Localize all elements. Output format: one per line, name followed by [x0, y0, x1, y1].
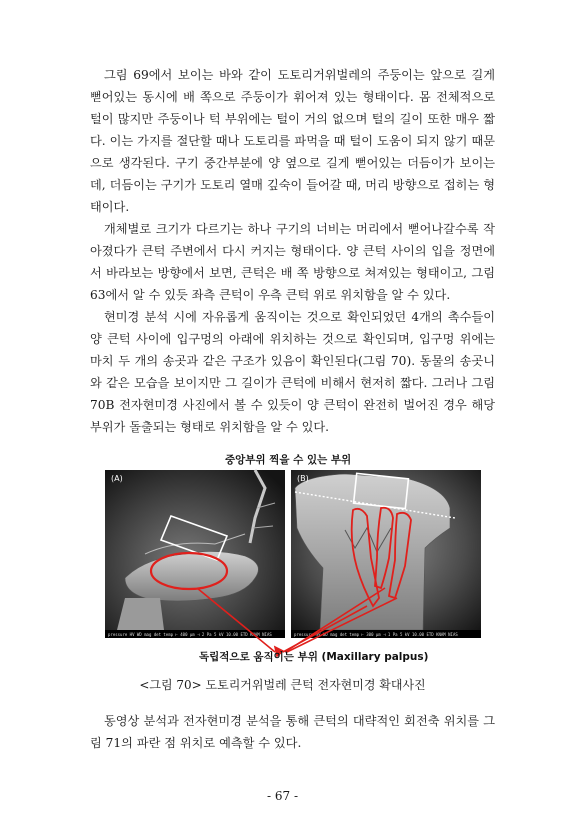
panel-b-databar: pressure HV WD mag det temp ⊢ 300 μm ⊣ 1 Pa 5 kV 10.00 ETD KNAM NIAS	[294, 632, 458, 637]
body-paragraph-2: 개체별로 크기가 다르기는 하나 구기의 너비는 머리에서 뻗어나갈수록 작아졌다가 큰턱 주변에서 다시 커지는 형태이다. 양 큰턱 사이의 입을 정면에서 바라보는 방향에서 보면, 큰턱은 배 쪽 방향으로 쳐져있는 형태이고, 그림 63에서 알 수 있듯 좌측 큰턱이 우측 큰턱 위로 위치함을 알 수 있다.	[90, 222, 495, 302]
figure-70	[105, 448, 485, 678]
sem-panel-b	[291, 470, 481, 638]
panel-b-label: (B)	[297, 474, 309, 483]
sem-figure-graphic	[105, 448, 485, 678]
figure-caption: <그림 70> 도토리거위벌레 큰턱 전자현미경 확대사진	[139, 678, 426, 692]
figure-label-top: 중앙부위 찍을 수 있는 부위	[225, 454, 352, 466]
page-number: - 67 -	[266, 789, 298, 803]
panel-a-databar: pressure HV WD mag det temp ⊢ 400 μm ⊣ 2 Pa 5 kV 10.00 ETD KNAM NIAS	[108, 632, 272, 637]
body-paragraph-1: 그림 69에서 보이는 바와 같이 도토리거위벌레의 주둥이는 앞으로 길게 뻗어있는 동시에 배 쪽으로 주둥이가 휘어져 있는 형태이다. 몸 전체적으로 털이 많지만 주둥이나 턱 부위에는 털이 거의 없으며 털의 길이 또한 매우 짧다. 이는 가지를 절단할 때나 도토리를 파먹을 때 털이 도움이 되지 않기 때문으로 생각된다. 구기 중간부분에 양 옆으로 길게 뻗어있는 더듬이가 보이는데, 더듬이는 구기가 도토리 열매 깊숙이 들어갈 때, 머리 방향으로 접히는 형태이다.	[90, 68, 495, 214]
figure-label-bottom: 독립적으로 움직이는 부위 (Maxillary palpus)	[199, 651, 429, 663]
body-paragraph-4: 동영상 분석과 전자현미경 분석을 통해 큰턱의 대략적인 회전축 위치를 그림 71의 파란 점 위치로 예측할 수 있다.	[90, 714, 495, 750]
sem-panel-a	[105, 470, 285, 638]
panel-a-label: (A)	[111, 474, 123, 483]
body-paragraph-3: 현미경 분석 시에 자유롭게 움직이는 것으로 확인되었던 4개의 촉수들이 양 큰턱 사이에 입구멍의 아래에 위치하는 것으로 확인되며, 입구멍 위에는 마치 두 개의 송곳과 같은 구조가 있음이 확인된다(그림 70). 동물의 송곳니와 같은 모습을 보이지만 그 길이가 큰턱에 비해서 현저히 짧다. 그러나 그림 70B 전자현미경 사진에서 볼 수 있듯이 양 큰턱이 완전히 벌어진 경우 해당 부위가 돌출되는 형태로 위치함을 알 수 있다.	[90, 310, 495, 434]
